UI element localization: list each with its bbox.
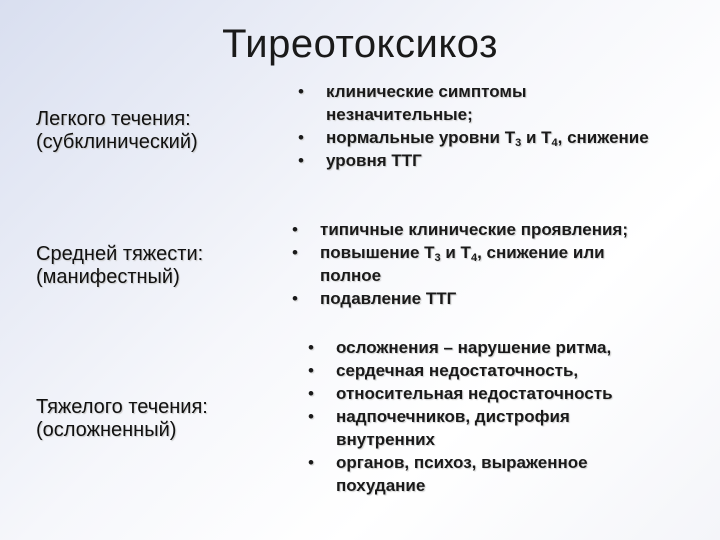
list-item: • надпочечников, дистрофия (308, 405, 613, 428)
list-item: • типичные клинические проявления; (292, 218, 628, 241)
list-item: • уровня ТТГ (298, 149, 649, 172)
category-moderate-sublabel: (манифестный) (36, 266, 180, 288)
category-mild (36, 108, 266, 154)
list-item: • подавление ТТГ (292, 287, 628, 310)
list-item-continuation: полное (320, 266, 382, 285)
list-item: • относительная недостаточность (308, 382, 613, 405)
slide-title: Тиреотоксикоз (222, 22, 498, 66)
category-severe-label: Тяжелого течения: (36, 396, 208, 418)
category-severe (36, 396, 266, 442)
list-item-continuation: похудание (336, 476, 426, 495)
category-moderate-label: Средней тяжести: (36, 243, 204, 265)
list-item-continuation: внутренних (336, 430, 435, 449)
severe-bullet-list (308, 336, 613, 497)
list-item: • органов, психоз, выраженное (308, 451, 613, 474)
category-moderate (36, 243, 266, 289)
list-item: • клинические симптомы (298, 80, 649, 103)
moderate-bullet-list (292, 218, 628, 310)
category-mild-sublabel: (субклинический) (36, 131, 198, 153)
list-item-continuation: незначительные; (326, 105, 473, 124)
category-mild-label: Легкого течения: (36, 108, 191, 130)
mild-bullet-list (298, 80, 649, 172)
list-item: • осложнения – нарушение ритма, (308, 336, 613, 359)
list-item: • сердечная недостаточность, (308, 359, 613, 382)
category-severe-sublabel: (осложненный) (36, 419, 177, 441)
list-item: • нормальные уровни $Т_3$ и $Т_4$, снижение (298, 126, 649, 149)
list-item: • повышение $Т_3$ и $Т_4$, снижение или (292, 241, 628, 264)
